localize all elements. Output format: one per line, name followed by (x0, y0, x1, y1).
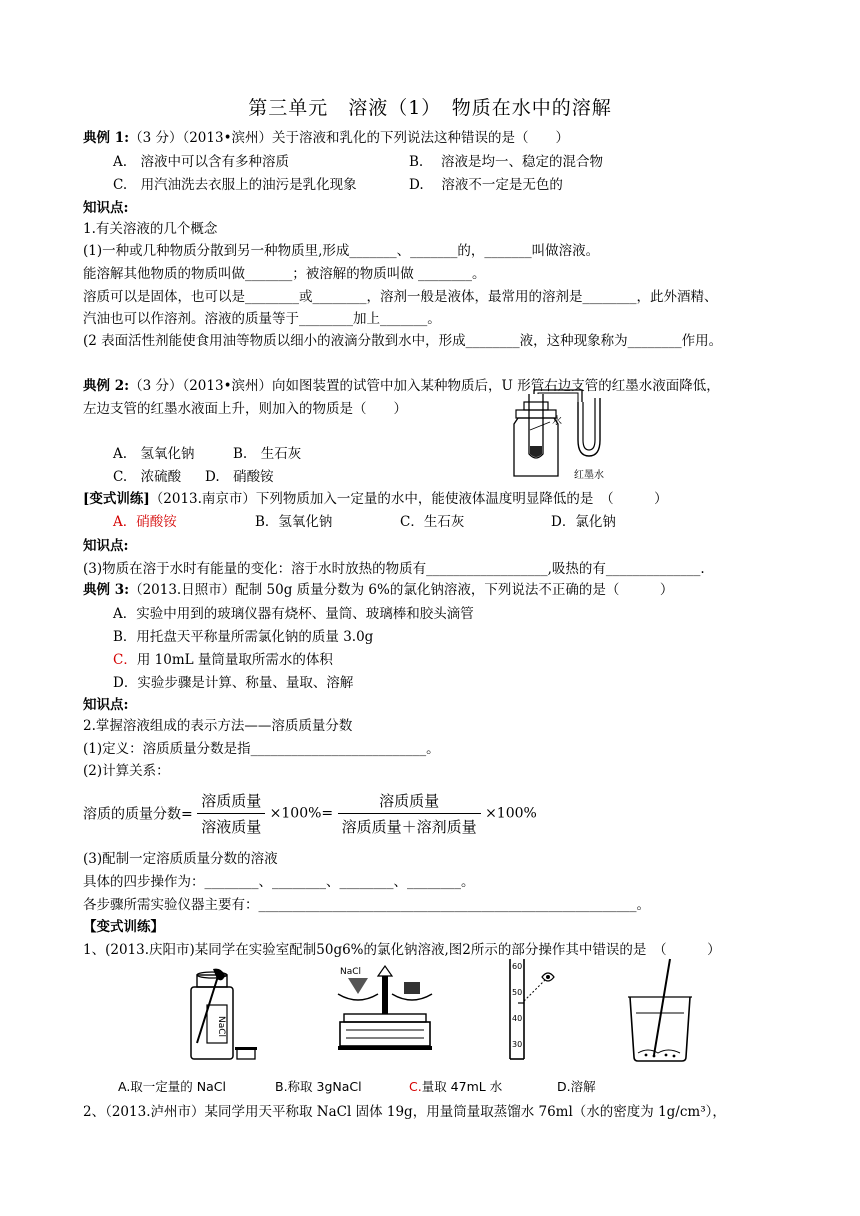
formula-tail: ×100% (485, 805, 537, 822)
example-2-question (83, 377, 720, 395)
variant-2-question-1: 1、(2013.庆阳市)某同学在实验室配制50g6%的氯化钠溶液,图2所示的部分操作其中错误的是 （ ） (83, 942, 721, 958)
example-2-option-b: B. 生石灰 (233, 446, 302, 462)
bottle-label-nacl: NaCl (216, 1016, 226, 1038)
variant-1-question (83, 490, 668, 508)
kp2-line-1: (3)物质在溶于水时有能量的变化：溶于水时放热的物质有__________________,吸热的有______________. (83, 561, 705, 577)
mass-fraction-formula (83, 790, 537, 837)
formula-middle: ×100%= (269, 805, 334, 822)
example-3-option-c (113, 651, 333, 669)
figure-caption-b: B.称取 3gNaCl (275, 1079, 362, 1094)
variant-1-stem: （2013.南京市）下列物质加入一定量的水中，能使液体温度明显降低的是 （ ） (149, 491, 668, 507)
example-3-option-d: D．实验步骤是计算、称量、量取、溶解 (113, 675, 354, 691)
kp3-line-2: (1)定义：溶质质量分数是指__________________________。 (83, 741, 440, 757)
example-2-label: 典例 2: (83, 378, 130, 394)
figure-caption-c-text: 量取 47mL 水 (421, 1079, 503, 1094)
label-red-ink: 红墨水 (574, 470, 604, 481)
formula-denominator-1: 溶液质量 (201, 818, 262, 836)
kp4-line-3: 各步骤所需实验仪器主要有：________________________________________________________。 (83, 897, 650, 913)
figure-caption-c-letter: C. (409, 1079, 422, 1094)
figure-caption-a: A.取一定量的 NaCl (118, 1079, 226, 1094)
example-1-stem: （3 分）（2013•滨州）关于溶液和乳化的下列说法这种错误的是（ ） (129, 130, 570, 146)
cylinder-mark-50: 50 (512, 988, 523, 997)
kp4-line-2: 具体的四步操作为：________、________、________、________。 (83, 874, 475, 890)
graduated-cylinder-figure (500, 955, 570, 1065)
figure-caption-d: D.溶解 (557, 1079, 596, 1094)
example-3-label: 典例 3: (83, 582, 130, 598)
kp1-line-5: 汽油也可以作溶剂。溶液的质量等于________加上_______。 (83, 311, 441, 327)
kp3-line-1: 2.掌握溶液组成的表示方法——溶质质量分数 (83, 718, 353, 734)
example-2-stem-1: （3 分）（2013•滨州）向如图装置的试管中加入某种物质后，U 形管右边支管的红墨水液面降低， (129, 378, 720, 394)
knowledge-point-label: 知识点: (83, 697, 129, 713)
formula-numerator-1: 溶质质量 (197, 790, 265, 814)
example-2-stem-2: 左边支管的红墨水液面上升，则加入的物质是（ ） (83, 401, 407, 417)
kp1-line-4: 溶质可以是固体，也可以是________或________，溶剂一般是液体，最常用的溶剂是________，此外酒精、 (83, 289, 718, 305)
reagent-bottle-figure (185, 965, 265, 1065)
example-3-option-c-letter: C． (113, 652, 137, 668)
variant-1-option-b: B．氢氧化钠 (255, 514, 333, 530)
cylinder-mark-60: 60 (512, 962, 523, 971)
example-3-question (83, 581, 673, 599)
kp1-line-1: 1.有关溶液的几个概念 (83, 221, 218, 237)
example-2-option-a: A. 氢氧化钠 (113, 446, 195, 462)
label-water: 水 (552, 416, 562, 427)
kp3-line-3: (2)计算关系： (83, 763, 170, 779)
example-1-option-c: C. 用汽油洗去衣服上的油污是乳化现象 (113, 177, 357, 193)
example-3-stem: （2013.日照市）配制 50g 质量分数为 6%的氯化钠溶液，下列说法不正确的是（ ） (129, 582, 674, 598)
figure-caption-c (409, 1078, 502, 1096)
variant-2-question-2: 2、（2013.泸州市）某同学用天平称取 NaCl 固体 19g，用量筒量取蒸馏水 76ml（水的密度为 1g/cm³）， (83, 1104, 726, 1120)
formula-denominator-2: 溶质质量＋溶剂质量 (341, 818, 477, 836)
example-1-question (83, 129, 569, 147)
variant-1-option-c: C．生石灰 (400, 514, 465, 530)
example-2-option-d: D. 硝酸铵 (205, 469, 274, 485)
kp1-line-2: (1)一种或几种物质分散到另一种物质里,形成_______、_______的，_______叫做溶液。 (83, 243, 600, 259)
formula-lhs: 溶质的质量分数= (83, 806, 193, 823)
kp1-line-3: 能溶解其他物质的物质叫做_______；被溶解的物质叫做 ________。 (83, 266, 486, 282)
kp1-line-6: (2 表面活性剂能使食用油等物质以细小的液滴分散到水中，形成________液，这种现象称为________作用。 (83, 333, 723, 349)
knowledge-point-label: 知识点: (83, 538, 129, 554)
knowledge-point-label: 知识点: (83, 200, 129, 216)
example-2-option-c: C. 浓硫酸 (113, 469, 182, 485)
example-1-label: 典例 1: (83, 130, 130, 146)
balance-figure (330, 962, 440, 1062)
example-1-option-b: B. 溶液是均一、稳定的混合物 (409, 154, 604, 170)
variant-training-heading: 【变式训练】 (83, 919, 164, 935)
beaker-figure (622, 955, 702, 1065)
variant-1-option-d: D．氯化钠 (551, 514, 616, 530)
example-1-option-a: A. 溶液中可以含有多种溶质 (113, 154, 290, 170)
variant-1-option-a: A．硝酸铵 (113, 514, 177, 530)
balance-label-nacl: NaCl (340, 967, 362, 977)
example-3-option-a: A．实验中用到的玻璃仪器有烧杯、量筒、玻璃棒和胶头滴管 (113, 606, 474, 622)
cylinder-mark-30: 30 (512, 1040, 523, 1049)
example-3-option-c-text: 用 10mL 量筒量取所需水的体积 (136, 652, 333, 668)
formula-fraction-2 (338, 790, 481, 837)
example-1-option-d: D. 溶液不一定是无色的 (409, 177, 563, 193)
cylinder-mark-40: 40 (512, 1014, 523, 1023)
formula-fraction-1 (197, 790, 265, 837)
variant-training-label: [变式训练] (83, 491, 150, 507)
page-title: 第三单元 溶液（1） 物质在水中的溶解 (248, 97, 612, 119)
formula-numerator-2: 溶质质量 (338, 790, 481, 814)
example-3-option-b: B．用托盘天平称量所需氯化钠的质量 3.0g (113, 629, 374, 645)
kp4-line-1: (3)配制一定溶质质量分数的溶液 (83, 851, 278, 867)
u-tube-apparatus-figure (500, 388, 620, 483)
